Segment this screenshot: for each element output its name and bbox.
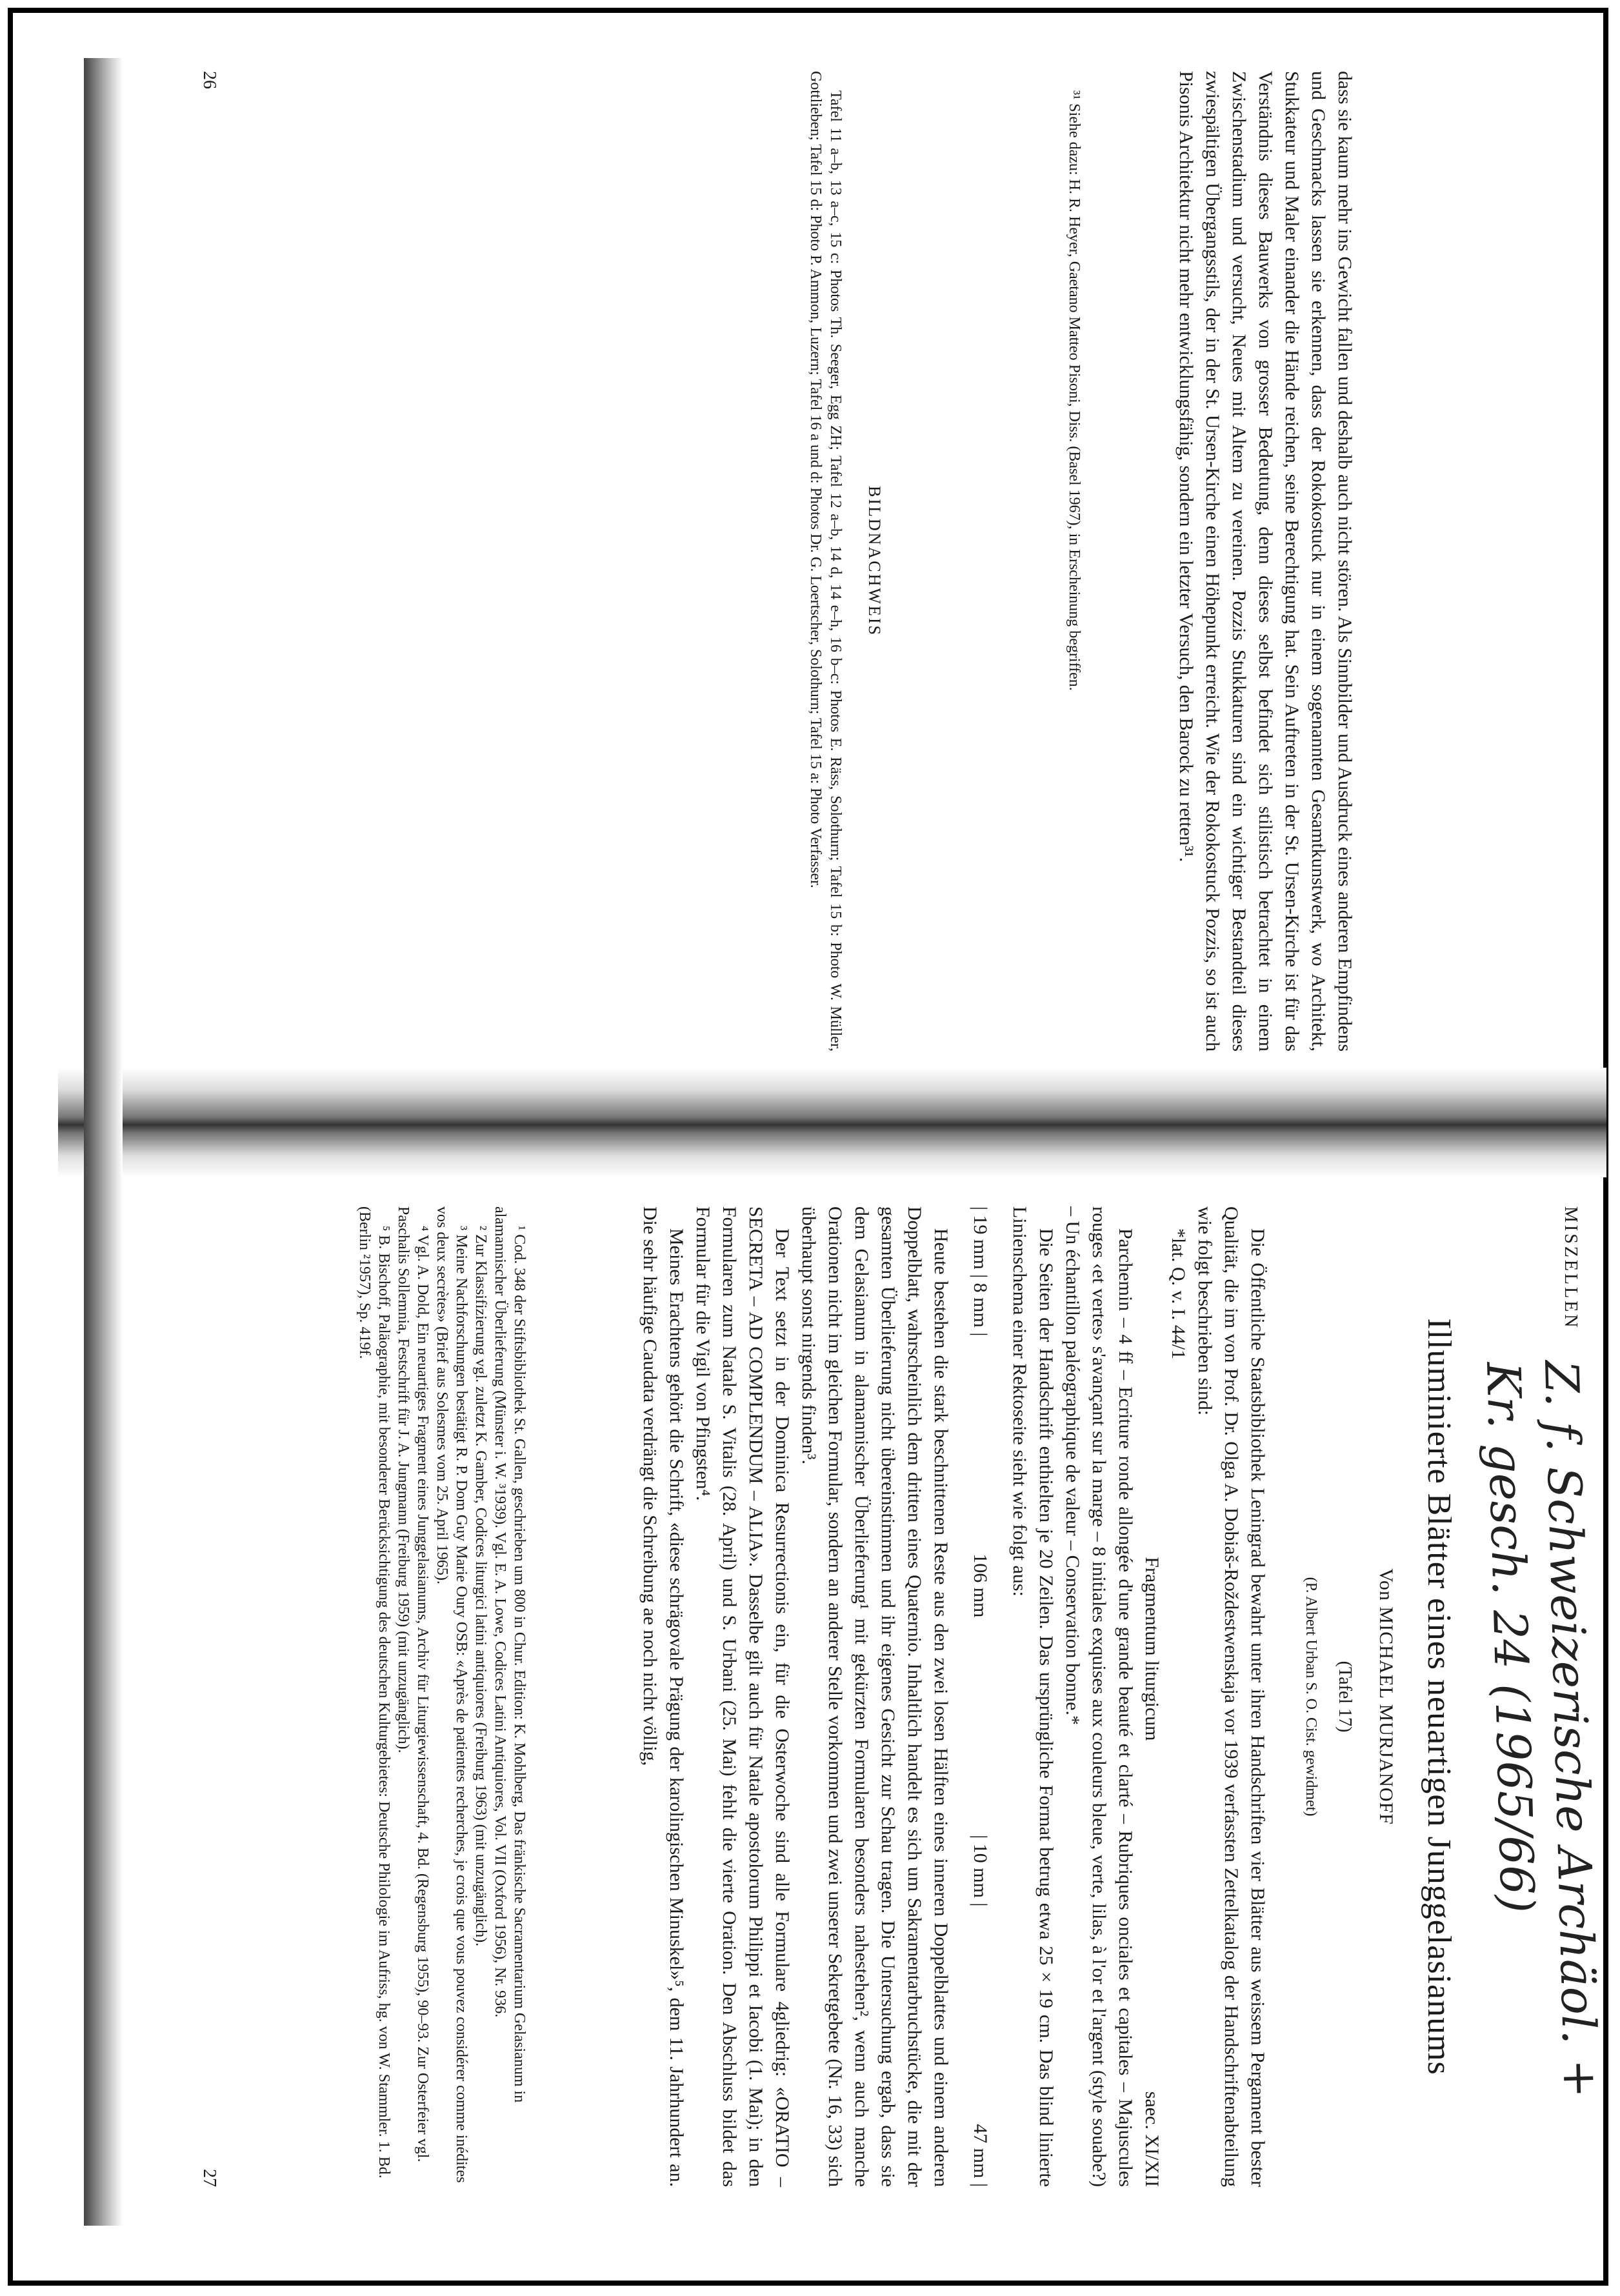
left-page [123,71,1606,1052]
bildnachweis-heading: BILDNACHWEIS [865,486,884,637]
article-byline: Von MICHAEL MURJANOFF [1375,1568,1397,1825]
book-gutter [58,1068,1606,1177]
format-paragraph: Die Seiten der Handschrift enthielten je 20 Zeilen. Das ursprüngliche Format betrug etwa 25 × 19 cm. Das blind linierte Linienschema einer Rektoseite sieht wie folgt aus: [1009,1206,1057,2187]
handwritten-note-line2: Kr. gesch. 24 (1965/66) [1476,1361,1545,1914]
left-paragraph: dass sie kaum mehr ins Gewicht fallen und deshalb auch nicht stören. Als Sinnbilder und Ausdruck eines anderen Empfindens und Geschmacks lassen sie erkennen, dass der Rokokostuck nur in einem sogenannten Gesamtkunstwerk, wo Architekt, Stukkateur und Maler einander die Hände reichen, seine Berechtigung hat. Sein Auftreten in der St. Ursen-Kirche ist für das Verständnis dieses Bauwerks von grosser Bedeutung, denn dieses selbst befindet sich stilistisch betrachtet in einem Zwischenstadium und versucht, Neues mit Altem zu vereinen. Pozzis Stukkaturen sind ein wichtiger Bestandteil dieses zwiespältigen Übergangsstils, der in der St. Ursen-Kirche einen Höhepunkt erreicht. Wie der Rokokostuck Pozzis, so ist auch Pisonis Architektur nicht mehr entwicklungsfähig, sondern ein letzter Versuch, den Barock zu retten³¹. [1175,71,1355,1052]
left-footnote: ³¹ Siehe dazu: H. R. Heyer, Gaetano Matteo Pisoni, Diss. (Basel 1967), in Erscheinung begriffen. [1066,90,1083,691]
ruling-measurements [954,1206,1006,2187]
book-spread [58,58,1606,2226]
script-paragraph: Meines Erachtens gehört die Schrift, «diese schrägovale Prägung der karolingischen Minuskel»⁵, dem 11. Jahrhundert an. Die sehr häufige Caudata verdrängt die Schreibung ae noch nicht völlig, [639,1206,687,2187]
footnote-1: ¹ Cod. 348 der Stiftsbibliothek St. Gallen, geschrieben um 800 in Chur. Edition: K. Mohlberg, Das fränkische Sacramentarium Gelasianum in alamannischer Überlieferung (Münster i. W. ³1939). Vgl. E. A. Lowe, Codices Latini Antiquiores, Vol. VII (Oxford 1956), Nr. 936. [492,1206,528,2103]
footnote-5: ⁵ B. Bischoff, Paläographie, mit besonderer Berücksichtigung des deutschen Kulturgebietes: Deutsche Philologie im Aufriss, hg. von W. Stammler. 1. Bd. (Berlin ²1957), Sp. 419f. [356,1206,392,2179]
right-page [123,1206,1606,2187]
fragment-line [1139,1206,1165,2187]
right-page-number: 27 [199,2169,219,2187]
intro-paragraph: Die Öffentliche Staatsbibliothek Leningrad bewahrt unter ihren Handschriften vier Blätter aus weissem Pergament bester Qualität, die im von Prof. Dr. Olga A. Dobiaš-Roždestwenskaja vor 1939 verfassten Zettelkatalog der Handschriftenabteilung wie folgt beschrieben sind: [1194,1206,1268,2187]
formulary-paragraph: Der Text setzt in der Dominica Resurrectionis ein, für die Osterwoche sind alle Formulare 4gliedrig: «ORATIO – SECRETA – AD COMPLENDUM – ALIA». Dasselbe gilt auch für Natale apostolorum Philippi et Iacobi (1. Mai); in den Formularen zum Natale S. Vitalis (28. April) und S. Urbani (25. Mai) fehlt die vierte Oration. Den Abschluss bildet das Formular für die Vigil von Pfingsten⁴. [692,1206,793,2187]
catalogue-description: Parchemin – 4 ff – Ecriture ronde allongée d'une grande beauté et clarté – Rubriques onciales et capitales – Majuscules rouges ‹et vertes› s'avançant sur la marge – 8 initiales exquises aux couleurs bleue, verte, lilas, à l'or et l'argent (style souabe?) – Un échantillon paléographique de valeur – Conservation bonne.* [1062,1206,1136,2187]
measure-4: 47 mm | [970,2124,991,2187]
century-label: saec. XI/XII [1141,2091,1163,2187]
shelfmark: *lat. Q. v. I. 44/1 [1168,1228,1189,1360]
handwritten-note [1474,1360,1610,2101]
right-body-text [637,1206,1271,2187]
measure-2: 106 mm [970,1553,991,1618]
bildnachweis-text: Tafel 11 a–b, 13 a–c, 15 c: Photos Th. Seeger, Egg ZH; Tafel 12 a–b, 14 d, 14 e–h, 16 b–c: Photos E. Räss, Solothurn; Tafel 15 b: Photo W. Müller, Gottlieben; Tafel 15 d: Photo P. Ammon, Luzern; Tafel 16 a und d: Photos Dr. G. Loertscher, Solothurn; Tafel 15 a: Photo Verfasser. [807,71,844,1052]
measure-1: | 19 mm | 8 mm | [970,1206,991,1337]
left-page-number: 26 [199,71,219,89]
article-title: Illuminierte Blätter eines neuartigen Junggelasianums [1421,1318,1457,2075]
handwritten-note-line1: Z. f. Schweizerische Archäol. + [1534,1359,1608,2099]
running-header: MISZELLEN [1561,1206,1581,1330]
plate-reference: (Tafel 17) [1335,1661,1355,1733]
left-body-text [1173,71,1358,1052]
fragment-label: Fragmentum liturgicum [1141,1557,1163,1741]
content-paragraph: Heute bestehen die stark beschnittenen Reste aus den zwei losen Hälften eines inneren Doppelblattes und einem anderen Doppelblatt, wahrscheinlich dem dritten eines Quaternio. Inhaltlich handelt es sich um Sakramentarbruchstücke, die mit der gesamten Überlieferung nicht übereinstimmen und ihr eigenes Gesicht zur Schau tragen. Die Untersuchung ergab, dass sie dem Gelasianum in alamannischer Überlieferung¹ mit gekürzten Formularen besonders nahestehen², wenn auch manche Orationen nicht im gleichen Formular, sondern an anderer Stelle vorkommen und zwei unserer Sekretgebete (Nr. 16, 33) sich überhaupt sonst nirgends finden³. [798,1206,952,2187]
right-footnotes [355,1206,529,2187]
footnote-2: ² Zur Klassifizierung vgl. zuletzt K. Gamber, Codices liturgici latini antiquiores (Freiburg 1963) (mit unzugänglich). [472,1226,489,1947]
footnote-4: ⁴ Vgl. A. Dold, Ein neuartiges Fragment eines Junggelasianums, Archiv für Liturgiewissenschaft, 4. Bd. (Regensburg 1955), 90–93. Zur Osterfeier vgl. Paschalis Sollemnia, Festschrift für J. A. Jungmann (Freiburg 1959) (mit unzugänglich). [395,1206,431,2162]
dedication: (P. Albert Urban S. O. Cist. gewidmet) [1303,1577,1319,1817]
page-edge-shadow [84,58,123,2226]
measure-3: | 10 mm | [970,1835,991,1907]
footnote-3: ³ Meine Nachforschungen bestätigt R. P. Dom Guy Marie Oury OSB: «Après de patientes recherches, je crois que vous pouvez considérer comme inédites vos deux secrètes» (Brief aus Solesmes vom 25. April 1965). [434,1206,470,2183]
